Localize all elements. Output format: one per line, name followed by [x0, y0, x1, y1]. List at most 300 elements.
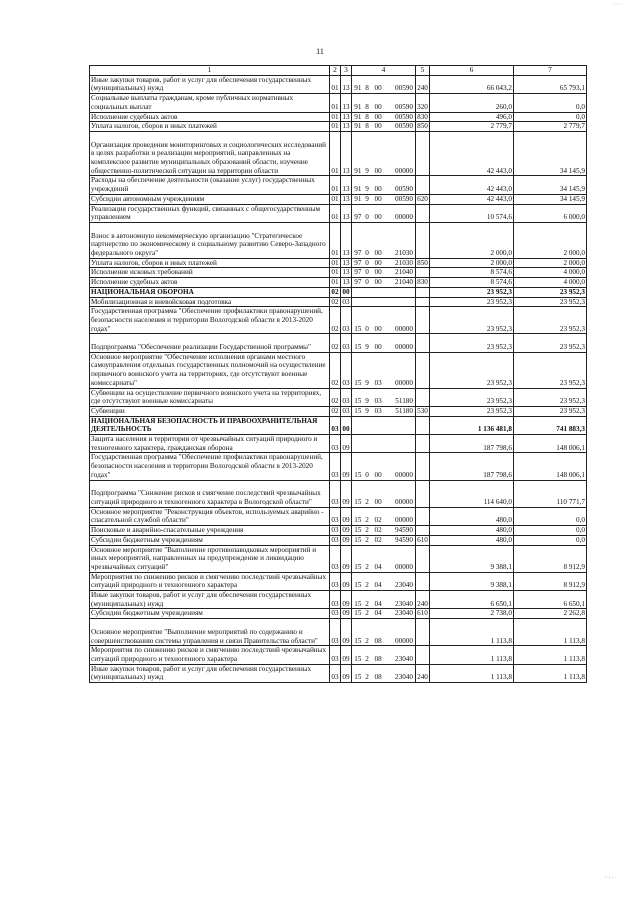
amount-year-1: 2 738,0	[430, 609, 514, 619]
target-article-parts	[353, 581, 414, 590]
amount-year-2: 110 771,7	[514, 480, 587, 507]
amount-year-1: 9 388,1	[430, 545, 514, 572]
table-row	[90, 507, 587, 525]
article-part-p4: 00590	[395, 84, 413, 93]
table-row	[90, 535, 587, 545]
subsection-code: 09	[341, 572, 352, 590]
article-part-p2: 2	[365, 581, 369, 590]
article-part-p2: 2	[365, 562, 369, 571]
amount-year-2: 2 000,0	[514, 222, 587, 258]
expense-type-code	[416, 646, 430, 664]
amount-year-2: 2 000,0	[514, 258, 587, 268]
article-part-p4: 00000	[395, 636, 413, 645]
article-part-p1: 15	[354, 497, 362, 506]
expense-type-code	[416, 435, 430, 453]
row-name: Организация проведения мониторинговых и социологических исследований в целях разработки и реализации мероприятий, направленных на комплексное развитие муниципальных образований области, изучение общественно-политической ситуации на территории области	[90, 131, 330, 176]
article-part-p1: 15	[354, 562, 362, 571]
row-name: Социальные выплаты гражданам, кроме публичных нормативных социальных выплат	[90, 94, 330, 112]
table-row	[90, 194, 587, 204]
row-name: Субвенции на осуществление первичного воинского учета на территориях, где отсутствуют военные комиссариаты	[90, 388, 330, 406]
expense-type-code	[416, 176, 430, 194]
amount-year-1: 1 113,8	[430, 646, 514, 664]
amount-year-2: 23 952,3	[514, 334, 587, 352]
article-part-p1: 15	[354, 406, 362, 415]
article-part-p1: 97	[354, 278, 362, 287]
article-part-p2: 2	[365, 497, 369, 506]
target-article-code	[352, 526, 416, 536]
target-article-code	[352, 435, 416, 453]
row-name: Иные закупки товаров, работ и услуг для обеспечения государственных (муниципальных) нужд	[90, 591, 330, 609]
article-part-p4: 21040	[395, 278, 413, 287]
amount-year-2: 0,0	[514, 507, 587, 525]
section-code: 03	[330, 453, 341, 480]
article-part-p3: 00	[374, 497, 382, 506]
article-part-p3: 04	[374, 609, 382, 618]
article-part-p1: 15	[354, 581, 362, 590]
target-article-code	[352, 453, 416, 480]
section-code: 01	[330, 94, 341, 112]
article-part-p1: 91	[354, 185, 362, 194]
table-row	[90, 287, 587, 297]
budget-table	[89, 65, 587, 683]
table-row	[90, 435, 587, 453]
article-part-p2: 2	[365, 516, 369, 525]
target-article-parts	[353, 600, 414, 609]
table-row	[90, 619, 587, 646]
article-part-p1: 91	[354, 112, 362, 121]
table-row	[90, 526, 587, 536]
article-part-p3: 04	[374, 562, 382, 571]
target-article-parts	[353, 325, 414, 334]
row-name: Основное мероприятие "Обеспечение исполнения органами местного самоуправления отдельных государственных полномочий на осуществление первичного воинского учета на территориях, где отсутствуют военные комиссариаты"	[90, 352, 330, 388]
subsection-code: 13	[342, 268, 350, 277]
amount-year-2: 2 779,7	[514, 122, 587, 132]
article-part-p4: 00590	[395, 122, 413, 131]
amount-year-1: 114 640,0	[430, 480, 514, 507]
article-part-p3: 02	[374, 526, 382, 535]
subsection-code: 09	[341, 453, 352, 480]
amount-year-2: 23 952,3	[514, 406, 587, 416]
subsection-code: 13	[341, 131, 352, 176]
article-part-p4: 21030	[395, 258, 413, 267]
target-article-parts	[353, 407, 414, 416]
expense-type-code: 320	[416, 94, 430, 112]
expense-type-code	[416, 352, 430, 388]
row-name: Поисковые и аварийно-спасательные учреждения	[90, 526, 330, 536]
section-code: 03	[330, 435, 341, 453]
row-name: Субсидии бюджетным учреждениям	[90, 609, 330, 619]
target-article-code	[352, 664, 416, 682]
target-article-parts	[353, 113, 414, 122]
article-part-p1: 91	[354, 84, 362, 93]
article-part-p2: 9	[365, 406, 369, 415]
section-code: 02	[331, 406, 339, 415]
subsection-code: 03	[341, 388, 352, 406]
amount-year-1: 260,0	[430, 94, 514, 112]
amount-year-1: 480,0	[430, 526, 514, 536]
article-part-p1: 97	[354, 258, 362, 267]
section-code: 01	[331, 278, 339, 287]
target-article-code	[352, 297, 416, 307]
header-col-2: 2	[330, 66, 341, 76]
amount-year-2: 6 650,1	[514, 591, 587, 609]
subsection-code: 13	[342, 112, 350, 121]
table-row	[90, 416, 587, 434]
table-row	[90, 122, 587, 132]
target-article-parts	[353, 536, 414, 545]
section-code: 03	[330, 664, 341, 682]
header-col-3: 3	[341, 66, 352, 76]
article-part-p4: 00000	[395, 497, 413, 506]
amount-year-2: 0,0	[514, 112, 587, 122]
subsection-code: 03	[341, 352, 352, 388]
section-code: 03	[330, 507, 341, 525]
article-part-p2: 0	[365, 249, 369, 258]
amount-year-2: 148 006,1	[514, 453, 587, 480]
article-part-p2: 8	[365, 102, 369, 111]
article-part-p4: 23040	[395, 581, 413, 590]
row-name: Государственная программа "Обеспечение профилактики правонарушений, безопасности населения и территории Вологодской области в 2013-2020 годах"	[90, 307, 330, 334]
subsection-code: 03	[341, 334, 352, 352]
table-row	[90, 94, 587, 112]
amount-year-1: 23 952,3	[430, 297, 514, 307]
target-article-code	[352, 334, 416, 352]
row-name: Иные закупки товаров, работ и услуг для обеспечения государственных (муниципальных) нужд	[90, 75, 330, 93]
article-part-p1: 15	[354, 636, 362, 645]
target-article-parts	[353, 122, 414, 131]
header-col-1: 1	[90, 66, 330, 76]
row-name: Основное мероприятие "Выполнение противопаводковых мероприятий и иных мероприятий, направленных на предупреждение и ликвидацию чрезвычайных ситуаций"	[90, 545, 330, 572]
target-article-code	[352, 122, 416, 132]
row-name: Уплата налогов, сборов и иных платежей	[90, 122, 330, 132]
article-part-p3: 08	[374, 673, 382, 682]
target-article-code	[352, 572, 416, 590]
table-row	[90, 545, 587, 572]
subsection-code: 13	[341, 75, 352, 93]
target-article-code	[352, 535, 416, 545]
section-code: 02	[330, 388, 341, 406]
amount-year-2: 65 793,1	[514, 75, 587, 93]
expense-type-code: 240	[416, 75, 430, 93]
row-name: Исполнение судебных актов	[90, 112, 330, 122]
section-code: 01	[330, 204, 341, 222]
article-part-p2: 8	[365, 84, 369, 93]
row-name: Подпрограмма "Обеспечение реализации Государственной программы"	[90, 334, 330, 352]
article-part-p4: 00000	[395, 166, 413, 175]
amount-year-2: 0,0	[514, 526, 587, 536]
row-name: Иные закупки товаров, работ и услуг для обеспечения государственных (муниципальных) нужд	[90, 664, 330, 682]
article-part-p1: 15	[354, 516, 362, 525]
target-article-code	[352, 131, 416, 176]
article-part-p3: 00	[374, 268, 382, 277]
expense-type-code: 830	[417, 278, 428, 287]
article-part-p3: 00	[374, 258, 382, 267]
amount-year-2: 148 006,1	[514, 435, 587, 453]
target-article-parts	[353, 278, 414, 287]
scan-artifact: · · ·	[605, 875, 614, 881]
article-part-p3: 00	[374, 249, 382, 258]
section-code: 03	[331, 526, 339, 535]
target-article-code	[352, 268, 416, 278]
amount-year-1: 496,0	[430, 112, 514, 122]
amount-year-1: 42 443,0	[430, 176, 514, 194]
section-code: 03	[330, 619, 341, 646]
article-part-p2: 2	[365, 636, 369, 645]
subsection-code: 13	[341, 204, 352, 222]
subsection-code: 00	[342, 287, 350, 296]
article-part-p3: 00	[374, 112, 382, 121]
article-part-p4: 00590	[395, 102, 413, 111]
row-name: Расходы на обеспечение деятельности (оказание услуг) государственных учреждений	[90, 176, 330, 194]
section-code: 01	[331, 258, 339, 267]
target-article-parts	[353, 637, 414, 646]
table-row	[90, 297, 587, 307]
section-code: 02	[331, 287, 339, 296]
amount-year-1: 23 952,3	[430, 287, 514, 297]
target-article-parts	[353, 471, 414, 480]
row-name: Мероприятия по снижению рисков и смягчению последствий чрезвычайных ситуаций природного и техногенного характера	[90, 646, 330, 664]
article-part-p3: 00	[374, 278, 382, 287]
expense-type-code	[416, 287, 430, 297]
target-article-code	[352, 388, 416, 406]
section-code: 03	[330, 572, 341, 590]
target-article-code	[352, 416, 416, 434]
article-part-p2: 9	[365, 185, 369, 194]
expense-type-code	[416, 453, 430, 480]
article-part-p1: 91	[354, 194, 362, 203]
amount-year-1: 23 952,3	[430, 307, 514, 334]
article-part-p4: 51180	[395, 406, 413, 415]
row-name: Субсидии автономным учреждениям	[90, 194, 330, 204]
subsection-code: 09	[341, 591, 352, 609]
subsection-code: 13	[341, 176, 352, 194]
expense-type-code: 610	[417, 609, 428, 618]
target-article-parts	[353, 526, 414, 535]
expense-type-code	[416, 268, 430, 278]
section-code: 01	[331, 122, 339, 131]
article-part-p2: 9	[365, 166, 369, 175]
expense-type-code	[416, 480, 430, 507]
article-part-p1: 15	[354, 673, 362, 682]
row-name: Основное мероприятие "Выполнение мероприятий по содержанию и совершенствованию системы управления и связи Правительства области"	[90, 619, 330, 646]
article-part-p3: 00	[374, 102, 382, 111]
expense-type-code	[416, 334, 430, 352]
table-row	[90, 453, 587, 480]
article-part-p2: 2	[365, 654, 369, 663]
amount-year-2: 0,0	[514, 94, 587, 112]
target-article-parts	[353, 673, 414, 682]
section-code: 03	[330, 480, 341, 507]
row-name: Исполнение исковых требований	[90, 268, 330, 278]
section-code: 03	[330, 646, 341, 664]
article-part-p4: 23040	[395, 599, 413, 608]
article-part-p1: 97	[354, 249, 362, 258]
amount-year-1: 42 443,0	[430, 194, 514, 204]
target-article-code	[352, 75, 416, 93]
subsection-code: 09	[341, 507, 352, 525]
table-row	[90, 591, 587, 609]
table-row	[90, 352, 587, 388]
subsection-code: 13	[341, 94, 352, 112]
target-article-code	[352, 507, 416, 525]
section-code: 03	[331, 609, 339, 618]
target-article-code	[352, 406, 416, 416]
article-part-p3: 08	[374, 654, 382, 663]
article-part-p4: 51180	[395, 397, 413, 406]
target-article-parts	[353, 498, 414, 507]
header-row	[90, 66, 587, 76]
expense-type-code	[416, 307, 430, 334]
amount-year-1: 187 798,6	[430, 435, 514, 453]
amount-year-2: 23 952,3	[514, 352, 587, 388]
row-name: Государственная программа "Обеспечение профилактики правонарушений, безопасности населения и территории Вологодской области в 2013-2020 годах"	[90, 453, 330, 480]
article-part-p2: 2	[365, 526, 369, 535]
article-part-p2: 0	[365, 278, 369, 287]
article-part-p2: 9	[365, 343, 369, 352]
expense-type-code	[416, 526, 430, 536]
article-part-p1: 15	[354, 470, 362, 479]
target-article-code	[352, 591, 416, 609]
amount-year-2: 34 145,9	[514, 176, 587, 194]
row-name: Мобилизационная и вневойсковая подготовка	[90, 297, 330, 307]
section-code: 03	[330, 591, 341, 609]
article-part-p4: 23040	[395, 654, 413, 663]
row-name: Реализация государственных функций, связанных с общегосударственным управлением	[90, 204, 330, 222]
article-part-p3: 02	[374, 535, 382, 544]
article-part-p2: 0	[365, 470, 369, 479]
article-part-p2: 0	[365, 213, 369, 222]
header-col-4: 4	[352, 66, 416, 76]
target-article-code	[352, 545, 416, 572]
article-part-p3: 00	[374, 194, 382, 203]
row-name: Субсидии бюджетным учреждениям	[90, 535, 330, 545]
amount-year-2: 741 883,3	[514, 416, 587, 434]
target-article-parts	[353, 563, 414, 572]
article-part-p2: 2	[365, 609, 369, 618]
amount-year-1: 2 000,0	[430, 258, 514, 268]
subsection-code: 13	[342, 194, 350, 203]
article-part-p1: 15	[354, 535, 362, 544]
expense-type-code	[416, 545, 430, 572]
row-name: Исполнение судебных актов	[90, 278, 330, 288]
article-part-p2: 9	[365, 194, 369, 203]
amount-year-1: 23 952,3	[430, 388, 514, 406]
header-col-5: 5	[416, 66, 430, 76]
subsection-code: 09	[341, 619, 352, 646]
expense-type-code	[416, 619, 430, 646]
target-article-parts	[353, 516, 414, 525]
article-part-p3: 03	[374, 378, 382, 387]
amount-year-2: 1 113,8	[514, 664, 587, 682]
target-article-parts	[353, 268, 414, 277]
article-part-p4: 00000	[395, 516, 413, 525]
subsection-code: 03	[342, 297, 350, 306]
table-row	[90, 131, 587, 176]
section-code: 01	[330, 131, 341, 176]
section-code: 01	[330, 75, 341, 93]
target-article-code	[352, 176, 416, 194]
amount-year-1: 23 952,3	[430, 406, 514, 416]
amount-year-1: 1 113,8	[430, 664, 514, 682]
subsection-code: 13	[341, 222, 352, 258]
section-code: 02	[330, 334, 341, 352]
amount-year-1: 480,0	[430, 507, 514, 525]
subsection-code: 09	[341, 664, 352, 682]
article-part-p4: 00000	[395, 324, 413, 333]
amount-year-2: 23 952,3	[514, 297, 587, 307]
row-name: Подпрограмма "Снижение рисков и смягчение последствий чрезвычайных ситуаций природного и техногенного характера в Вологодской области"	[90, 480, 330, 507]
amount-year-2: 8 912,9	[514, 545, 587, 572]
table-row	[90, 268, 587, 278]
target-article-code	[352, 352, 416, 388]
amount-year-1: 9 388,1	[430, 572, 514, 590]
target-article-parts	[353, 195, 414, 204]
amount-year-1: 2 000,0	[430, 222, 514, 258]
article-part-p3: 00	[374, 213, 382, 222]
article-part-p1: 91	[354, 166, 362, 175]
table-row	[90, 480, 587, 507]
amount-year-1: 6 650,1	[430, 591, 514, 609]
article-part-p3: 02	[374, 516, 382, 525]
subsection-code: 13	[342, 278, 350, 287]
article-part-p3: 00	[374, 185, 382, 194]
article-part-p4: 23040	[395, 609, 413, 618]
subsection-code: 09	[342, 535, 350, 544]
amount-year-1: 1 136 481,8	[430, 416, 514, 434]
article-part-p2: 2	[365, 599, 369, 608]
article-part-p4: 00590	[395, 185, 413, 194]
target-article-parts	[353, 249, 414, 258]
amount-year-1: 187 798,6	[430, 453, 514, 480]
table-row	[90, 646, 587, 664]
article-part-p4: 00000	[395, 470, 413, 479]
header-col-7: 7	[514, 66, 587, 76]
amount-year-1: 66 043,2	[430, 75, 514, 93]
target-article-parts	[353, 609, 414, 618]
target-article-code	[352, 258, 416, 268]
amount-year-2: 4 000,0	[514, 278, 587, 288]
section-code: 01	[331, 112, 339, 121]
expense-type-code: 240	[416, 664, 430, 682]
expense-type-code: 620	[417, 194, 428, 203]
article-part-p3: 03	[374, 397, 382, 406]
subsection-code: 03	[341, 307, 352, 334]
article-part-p2: 0	[365, 324, 369, 333]
row-name: НАЦИОНАЛЬНАЯ ОБОРОНА	[90, 287, 330, 297]
article-part-p4: 94590	[395, 535, 413, 544]
expense-type-code: 830	[417, 112, 428, 121]
row-name: Взнос в автономную некоммерческую организацию "Стратегическое партнерство по экономическому и социальному развитию Северо-Западного федерального округа"	[90, 222, 330, 258]
row-name: Основное мероприятие "Реконструкция объектов, используемых аварийно - спасательной службой области"	[90, 507, 330, 525]
subsection-code: 09	[342, 609, 350, 618]
table-row	[90, 307, 587, 334]
section-code: 01	[331, 268, 339, 277]
amount-year-1: 2 779,7	[430, 122, 514, 132]
amount-year-2: 0,0	[514, 535, 587, 545]
article-part-p3: 00	[374, 343, 382, 352]
subsection-code: 09	[341, 435, 352, 453]
article-part-p2: 9	[365, 378, 369, 387]
article-part-p4: 94590	[395, 526, 413, 535]
subsection-code: 09	[341, 545, 352, 572]
expense-type-code	[416, 204, 430, 222]
expense-type-code: 850	[417, 258, 428, 267]
amount-year-2: 34 145,9	[514, 131, 587, 176]
target-article-parts	[353, 259, 414, 268]
article-part-p2: 8	[365, 122, 369, 131]
article-part-p1: 15	[354, 397, 362, 406]
target-article-parts	[353, 379, 414, 388]
